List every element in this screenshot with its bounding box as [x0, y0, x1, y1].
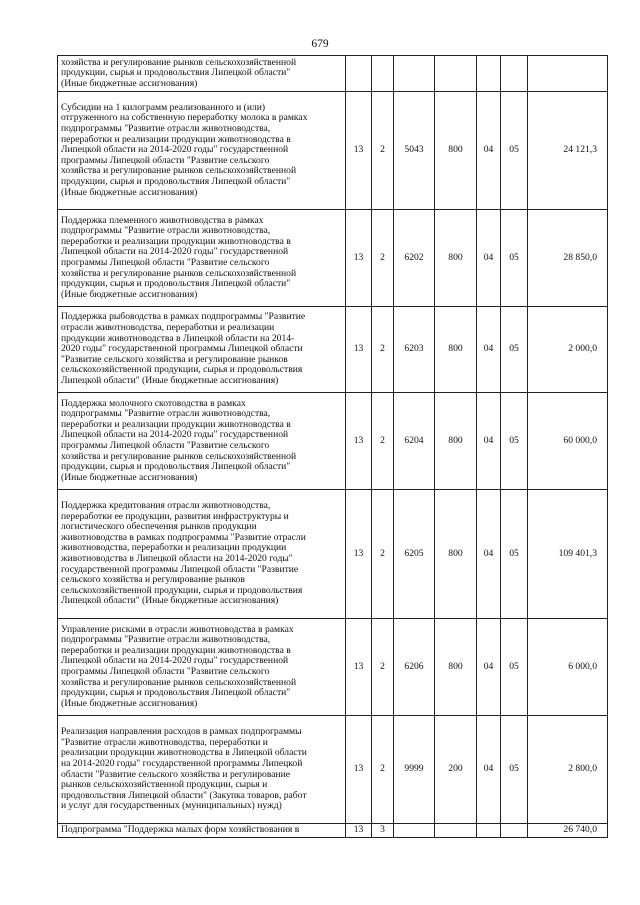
- amount-cell: 28 850,0: [528, 210, 608, 307]
- table-row: [58, 716, 608, 824]
- description-line: области "Развитие сельского хозяйства и регулирование: [61, 768, 291, 780]
- table-row: [58, 824, 608, 838]
- description-line: продукции животноводства в Липецкой области на 2014-: [61, 332, 295, 344]
- amount-cell: 26 740,0: [528, 824, 608, 838]
- description-line: реализации продукции животноводства в Липецкой области: [61, 747, 307, 759]
- expense-direction-cell: 9999: [394, 716, 435, 824]
- ministry-code-cell: 13: [346, 307, 372, 393]
- description-line: Липецкой области" (Иные бюджетные ассигнования): [61, 595, 279, 607]
- table-row: [58, 490, 608, 619]
- amount-cell: [528, 56, 608, 92]
- section-cell: 04: [477, 307, 501, 393]
- table-row: [58, 307, 608, 393]
- expense-direction-cell: 6206: [394, 619, 435, 716]
- subsection-cell: 05: [501, 490, 528, 619]
- subprogram-code-cell: 2: [372, 619, 394, 716]
- row-description: [58, 619, 346, 716]
- amount-cell: 109 401,3: [528, 490, 608, 619]
- amount-cell: 6 000,0: [528, 619, 608, 716]
- expense-type-cell: 800: [435, 92, 477, 210]
- description-line: государственной программы Липецкой области "Развитие: [61, 563, 299, 575]
- table-row: [58, 210, 608, 307]
- subsection-cell: [501, 824, 528, 838]
- subprogram-code-cell: 2: [372, 393, 394, 490]
- description-line: (Иные бюджетные ассигнования): [61, 697, 198, 709]
- description-line: "Развитие сельского хозяйства и регулирование рынков: [61, 353, 288, 365]
- description-line: переработки и реализации продукции животноводства в: [61, 235, 291, 247]
- description-line: 2020 годы" государственной программы Липецкой области: [61, 343, 303, 355]
- subsection-cell: 05: [501, 210, 528, 307]
- description-line: Поддержка племенного животноводства в рамках: [61, 214, 264, 226]
- description-line: Липецкой области на 2014-2020 годы" государственной: [61, 655, 289, 667]
- subprogram-code-cell: 2: [372, 490, 394, 619]
- description-line: хозяйства и регулирование рынков сельскохозяйственной: [61, 165, 297, 177]
- ministry-code-cell: 13: [346, 716, 372, 824]
- description-line: подпрограммы "Развитие отрасли животноводства,: [61, 634, 271, 646]
- description-line: переработки и реализации продукции животноводства в: [61, 418, 291, 430]
- table-row: [58, 92, 608, 210]
- subprogram-code-cell: 2: [372, 716, 394, 824]
- description-line: рынков сельскохозяйственной продукции, сырья и: [61, 779, 268, 791]
- description-line: (Иные бюджетные ассигнования): [61, 288, 198, 300]
- section-cell: 04: [477, 490, 501, 619]
- description-line: Поддержка рыбоводства в рамках подпрограммы "Развитие: [61, 311, 306, 323]
- description-line: (Иные бюджетные ассигнования): [61, 186, 198, 198]
- section-cell: [477, 56, 501, 92]
- expense-direction-cell: 6204: [394, 393, 435, 490]
- description-line: логистического обеспечения рынков продукции: [61, 521, 257, 533]
- description-line: программы Липецкой области "Развитие сельского: [61, 440, 270, 451]
- section-cell: 04: [477, 92, 501, 210]
- description-line: сельскохозяйственной продукции, сырья и продовольствия: [61, 364, 303, 376]
- description-line: Липецкой области на 2014-2020 годы" государственной: [61, 246, 289, 258]
- expense-type-cell: 800: [435, 393, 477, 490]
- budget-table: [57, 55, 608, 838]
- description-line: подпрограммы "Развитие отрасли животноводства,: [61, 123, 271, 135]
- expense-direction-cell: [394, 56, 435, 92]
- amount-cell: 2 000,0: [528, 307, 608, 393]
- description-line: Подпрограмма "Поддержка малых форм хозяйствования в: [61, 824, 300, 836]
- description-line: Управление рисками в отрасли животноводства в рамках: [61, 623, 294, 635]
- expense-type-cell: 800: [435, 210, 477, 307]
- table-row: [58, 619, 608, 716]
- expense-type-cell: 200: [435, 716, 477, 824]
- description-line: продукции, сырья и продовольствия Липецкой области": [61, 461, 291, 473]
- section-cell: 04: [477, 393, 501, 490]
- subsection-cell: 05: [501, 393, 528, 490]
- row-description: [58, 307, 346, 393]
- description-line: переработки ее продукции, развития инфраструктуры и: [61, 510, 289, 522]
- description-line: переработки и реализации продукции животноводства в: [61, 644, 291, 656]
- amount-cell: 60 000,0: [528, 393, 608, 490]
- description-line: продукции, сырья и продовольствия Липецкой области": [61, 67, 291, 79]
- expense-type-cell: [435, 56, 477, 92]
- section-cell: 04: [477, 716, 501, 824]
- amount-cell: 24 121,3: [528, 92, 608, 210]
- description-line: подпрограммы "Развитие отрасли животноводства,: [61, 225, 271, 237]
- description-line: программы Липецкой области "Развитие сельского: [61, 666, 270, 677]
- description-line: переработки и реализации продукции животноводства в: [61, 133, 291, 145]
- description-line: сельского хозяйства и регулирование рынков: [61, 574, 245, 586]
- ministry-code-cell: 13: [346, 490, 372, 619]
- description-line: продукции, сырья и продовольствия Липецкой области": [61, 687, 291, 699]
- description-line: программы Липецкой области "Развитие сельского: [61, 257, 270, 268]
- subsection-cell: [501, 56, 528, 92]
- subprogram-code-cell: 2: [372, 210, 394, 307]
- page-number: 679: [311, 38, 329, 50]
- ministry-code-cell: 13: [346, 393, 372, 490]
- description-line: и услуг для государственных (муниципальных) нужд): [61, 800, 282, 812]
- description-line: продукции, сырья и продовольствия Липецкой области": [61, 175, 291, 187]
- ministry-code-cell: 13: [346, 210, 372, 307]
- row-description: [58, 92, 346, 210]
- description-line: продовольствия Липецкой области" (Закупка товаров, работ: [61, 789, 307, 801]
- row-description: [58, 56, 346, 92]
- description-line: Субсидии на 1 килограмм реализованного и (или): [61, 101, 266, 113]
- row-description: [58, 393, 346, 490]
- description-line: на 2014-2020 годы" государственной программы Липецкой: [61, 757, 303, 769]
- expense-type-cell: [435, 824, 477, 838]
- description-line: животноводства в Липецкой области на 2014-2020 годы": [61, 553, 293, 564]
- row-description: [58, 210, 346, 307]
- subprogram-code-cell: [372, 56, 394, 92]
- subprogram-code-cell: 2: [372, 92, 394, 210]
- expense-direction-cell: [394, 824, 435, 838]
- expense-direction-cell: 5043: [394, 92, 435, 210]
- description-line: сельскохозяйственной продукции, сырья и продовольствия: [61, 584, 303, 596]
- description-line: животноводства в рамках подпрограммы "Развитие отрасли: [61, 531, 306, 543]
- description-line: хозяйства и регулирование рынков сельскохозяйственной: [61, 267, 297, 279]
- description-line: Липецкой области на 2014-2020 годы" государственной: [61, 429, 289, 441]
- row-description: [58, 824, 346, 838]
- description-line: животноводства, переработки и реализации продукции: [61, 542, 287, 554]
- ministry-code-cell: 13: [346, 92, 372, 210]
- subsection-cell: 05: [501, 716, 528, 824]
- description-line: (Иные бюджетные ассигнования): [61, 77, 198, 89]
- description-line: Поддержка молочного скотоводства в рамках: [61, 397, 246, 409]
- expense-type-cell: 800: [435, 490, 477, 619]
- expense-type-cell: 800: [435, 307, 477, 393]
- table-row: [58, 56, 608, 92]
- section-cell: [477, 824, 501, 838]
- description-line: хозяйства и регулирование рынков сельскохозяйственной: [61, 676, 297, 688]
- description-line: (Иные бюджетные ассигнования): [61, 471, 198, 483]
- amount-cell: 2 800,0: [528, 716, 608, 824]
- row-description: [58, 490, 346, 619]
- description-line: "Развитие отрасли животноводства, переработки и: [61, 736, 268, 748]
- subsection-cell: 05: [501, 619, 528, 716]
- expense-type-cell: 800: [435, 619, 477, 716]
- expense-direction-cell: 6203: [394, 307, 435, 393]
- expense-direction-cell: 6202: [394, 210, 435, 307]
- subsection-cell: 05: [501, 92, 528, 210]
- expense-direction-cell: 6205: [394, 490, 435, 619]
- ministry-code-cell: 13: [346, 619, 372, 716]
- description-line: хозяйства и регулирование рынков сельскохозяйственной: [61, 56, 297, 68]
- ministry-code-cell: [346, 56, 372, 92]
- subsection-cell: 05: [501, 307, 528, 393]
- ministry-code-cell: 13: [346, 824, 372, 838]
- description-line: Липецкой области на 2014-2020 годы" государственной: [61, 144, 289, 156]
- description-line: отрасли животноводства, переработки и реализации: [61, 322, 275, 334]
- description-line: Реализация направления расходов в рамках подпрограммы: [61, 726, 302, 738]
- description-line: подпрограммы "Развитие отрасли животноводства,: [61, 408, 271, 420]
- subprogram-code-cell: 2: [372, 307, 394, 393]
- description-line: хозяйства и регулирование рынков сельскохозяйственной: [61, 450, 297, 462]
- section-cell: 04: [477, 210, 501, 307]
- section-cell: 04: [477, 619, 501, 716]
- description-line: Липецкой области" (Иные бюджетные ассигнования): [61, 374, 279, 386]
- description-line: продукции, сырья и продовольствия Липецкой области": [61, 278, 291, 290]
- subprogram-code-cell: 3: [372, 824, 394, 838]
- row-description: [58, 716, 346, 824]
- description-line: отгруженного на собственную переработку молока в рамках: [61, 112, 308, 124]
- description-line: программы Липецкой области "Развитие сельского: [61, 154, 270, 166]
- table-row: [58, 393, 608, 490]
- description-line: Поддержка кредитования отрасли животноводства,: [61, 500, 271, 512]
